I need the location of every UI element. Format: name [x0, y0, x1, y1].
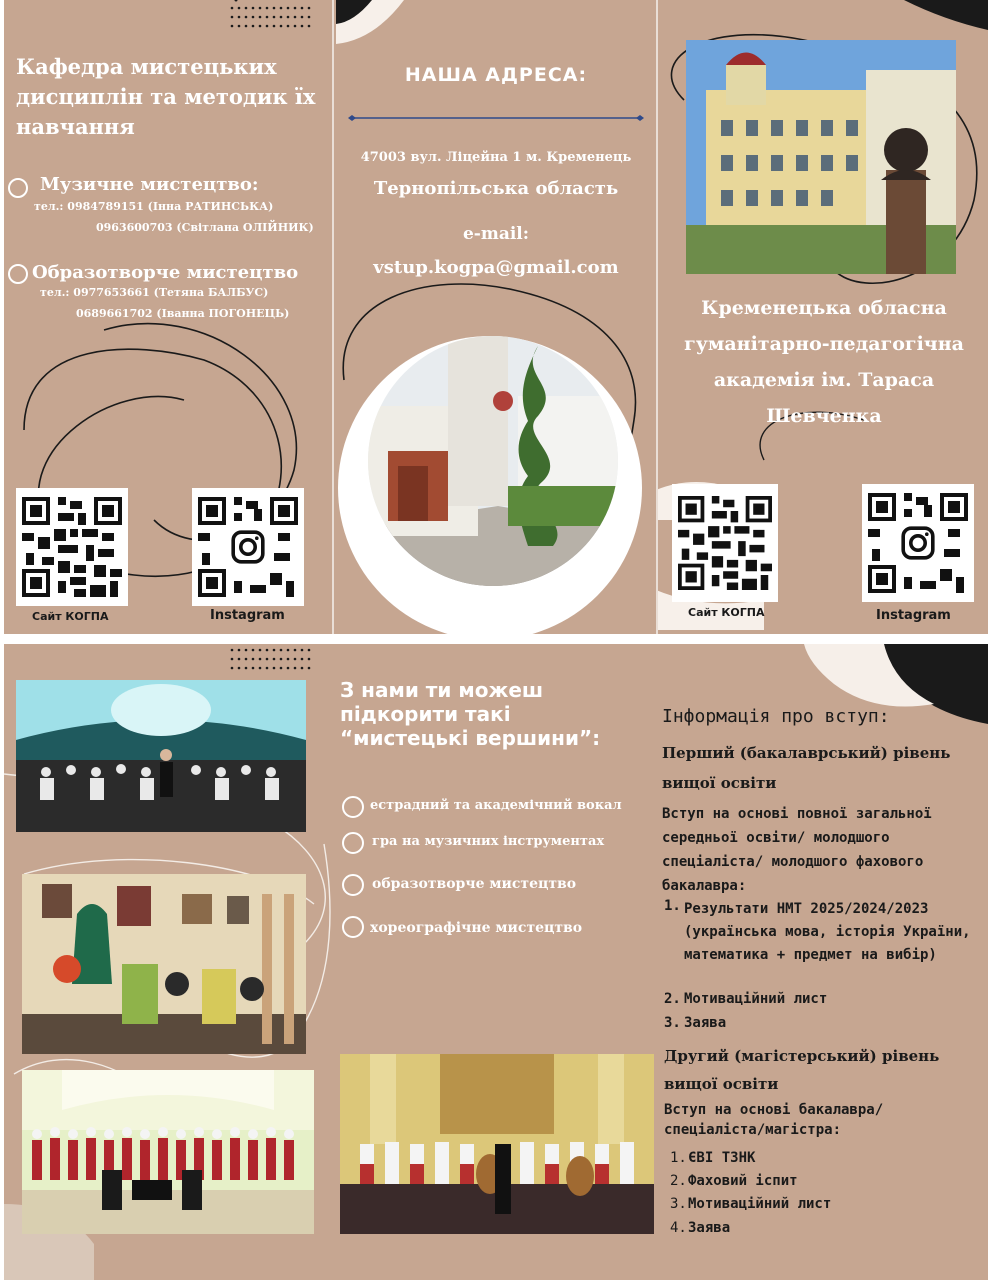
- peak-item-choreography: хореографічне мистецтво: [370, 920, 583, 936]
- qr-icon: [868, 490, 968, 596]
- site-qr-label: Сайт КОГПА: [688, 606, 765, 619]
- brochure-inner-side: [4, 644, 988, 1280]
- instagram-qr-code[interactable]: [862, 484, 974, 602]
- email-label: e-mail:: [462, 224, 530, 244]
- peak-item-instruments: гра на музичних інструментах: [372, 834, 605, 849]
- qr-icon: [22, 494, 122, 600]
- first-level-basis: Вступ на основі повної загальної середньої освіти/ молодшого спеціаліста/ молодшого фахового бакалавра:: [662, 806, 932, 894]
- email-value[interactable]: vstup.kogpa@gmail.com: [373, 257, 619, 278]
- requirement-application: Заява: [688, 1220, 731, 1236]
- address-heading: НАША АДРЕСА:: [404, 64, 588, 86]
- orchestra-photo: [16, 680, 306, 832]
- academy-building-photo: [686, 40, 956, 274]
- requirement-evi: ЄВІ ТЗНК: [688, 1150, 756, 1166]
- list-number: 3.: [664, 1015, 681, 1031]
- bullet-circle: [342, 832, 364, 854]
- address-line-2: Тернопільська область: [373, 178, 619, 199]
- bullet-circle: [8, 264, 28, 284]
- bullet-circle: [342, 916, 364, 938]
- dot-pattern: [228, 646, 318, 676]
- list-number: 1.: [670, 1150, 687, 1166]
- department-title: Кафедра мистецьких дисциплін та методик їх навчання: [16, 54, 316, 139]
- first-level-heading: Перший (бакалаврський) рівень вищої освіти: [662, 744, 951, 792]
- instagram-qr-label: Instagram: [210, 608, 285, 623]
- peak-item-vocal: естрадний та академічний вокал: [370, 798, 622, 813]
- requirement-nmt: Результати НМТ 2025/2024/2023 (українська мова, історія України, математика + предмет на вибір): [684, 901, 971, 963]
- folk-ensemble-photo: [340, 1054, 654, 1234]
- peaks-heading: З нами ти можеш підкорити такі “мистецькі вершини”:: [340, 678, 601, 750]
- visual-heading: Образотворче мистецтво: [32, 262, 299, 283]
- campus-courtyard-photo: [368, 336, 618, 586]
- requirement-motivation-letter: Мотиваційний лист: [688, 1196, 832, 1212]
- brochure-outer-side: [4, 0, 988, 634]
- qr-icon: [678, 490, 772, 596]
- music-phone-2: 0963600703 (Світлана ОЛІЙНИК): [96, 221, 314, 234]
- list-number: 2.: [670, 1173, 687, 1189]
- visual-phone-1: тел.: 0977653661 (Тетяна БАЛБУС): [40, 286, 269, 299]
- choir-photo: [22, 1070, 314, 1234]
- second-level-basis: Вступ на основі бакалавра/ спеціаліста/магістра:: [664, 1102, 884, 1138]
- list-number: 2.: [664, 991, 681, 1007]
- requirement-professional-exam: Фаховий іспит: [688, 1173, 798, 1189]
- list-number: 1.: [664, 898, 681, 914]
- site-qr-label: Сайт КОГПА: [32, 610, 109, 623]
- bullet-circle: [342, 874, 364, 896]
- dot-pattern: [228, 4, 318, 36]
- music-phone-1: тел.: 0984789151 (Інна РАТИНСЬКА): [34, 200, 274, 213]
- info-heading: Інформація про вступ:: [662, 706, 890, 727]
- music-heading: Музичне мистецтво:: [40, 174, 259, 195]
- requirement-application: Заява: [684, 1015, 727, 1031]
- art-studio-photo: [22, 874, 306, 1054]
- site-qr-code[interactable]: [672, 484, 778, 602]
- visual-phone-2: 0689661702 (Іванна ПОГОНЕЦЬ): [76, 307, 290, 320]
- instagram-qr-code[interactable]: [192, 488, 304, 606]
- bullet-circle: [342, 796, 364, 818]
- bullet-circle: [8, 178, 28, 198]
- fold-divider: [656, 0, 658, 634]
- address-line-1: 47003 вул. Ліцейна 1 м. Кременець: [360, 150, 632, 165]
- fold-divider: [332, 0, 334, 634]
- peak-item-fine-art: образотворче мистецтво: [372, 876, 577, 892]
- qr-icon: [198, 494, 298, 600]
- academy-name: Кременецька обласна гуманітарно-педагогічна академія ім. Тараса Шевченка: [684, 297, 964, 427]
- requirement-motivation-letter: Мотиваційний лист: [684, 991, 828, 1007]
- second-level-heading: Другий (магістерський) рівень вищої освіти: [664, 1047, 940, 1093]
- list-number: 3.: [670, 1196, 687, 1212]
- instagram-qr-label: Instagram: [876, 608, 951, 623]
- list-number: 4.: [670, 1220, 687, 1236]
- site-qr-code[interactable]: [16, 488, 128, 606]
- heading-underline: [348, 112, 644, 124]
